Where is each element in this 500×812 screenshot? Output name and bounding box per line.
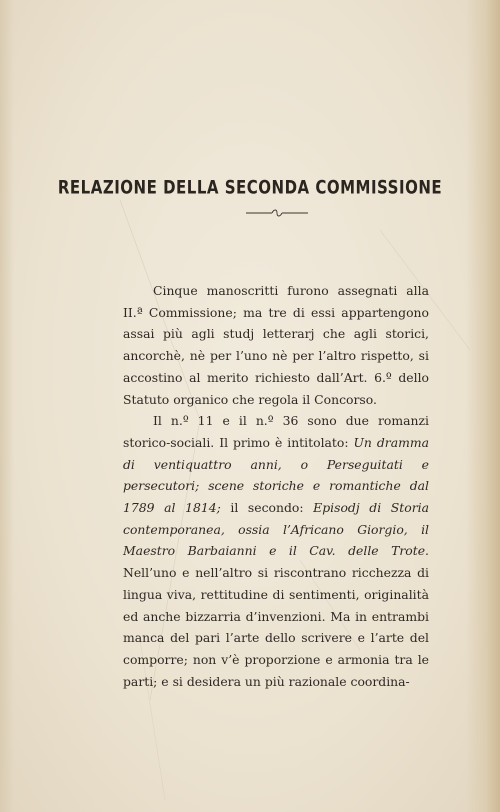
paragraph-2 — [123, 410, 429, 692]
page-title — [0, 176, 500, 199]
paragraph-2-intro: Il n.º 11 e il n.º 36 sono due romanzi storico-sociali. Il primo è intitolato: — [123, 413, 429, 450]
page-edge-shadow-left — [0, 0, 14, 812]
body-text — [123, 280, 429, 692]
title-ornament-divider — [246, 208, 308, 218]
paragraph-2-rest: Nell’uno e nell’altro si riscontrano ricchezza di lingua viva, rettitudine di sentimenti, originalità ed anche bizzarria d’invenzioni. Ma in entrambi manca del pari l’arte dello scrivere e l’arte del comporre; non v’è proporzione e armonia tra le parti; e si desidera un più razionale coordina- — [123, 565, 429, 689]
page-edge-shadow-right — [466, 0, 500, 812]
paragraph-2-work-title-2: Episodj di Storia contemporanea, ossia l’Africano Giorgio, il Maestro Barbaianni e il Cav. delle Trote. — [123, 500, 429, 559]
paragraph-2-work-title-1: Un dramma di ventiquattro anni, o Perseguitati e persecutori; scene storiche e romantiche dal 1789 al 1814; — [123, 434, 429, 516]
paragraph-2-middle: il secondo: — [220, 500, 314, 516]
paragraph-1: Cinque manoscritti furono assegnati alla II.ª Commissione; ma tre di essi appartengono assai più agli studj letterarj che agli storici, ancorchè, nè per l’uno nè per l’altro rispetto, si accostino al merito richiesto dall’Art. 6.º dello Statuto organico che regola il Concorso. — [123, 283, 429, 407]
page-title-text: RELAZIONE DELLA SECONDA COMMISSIONE — [57, 176, 443, 199]
